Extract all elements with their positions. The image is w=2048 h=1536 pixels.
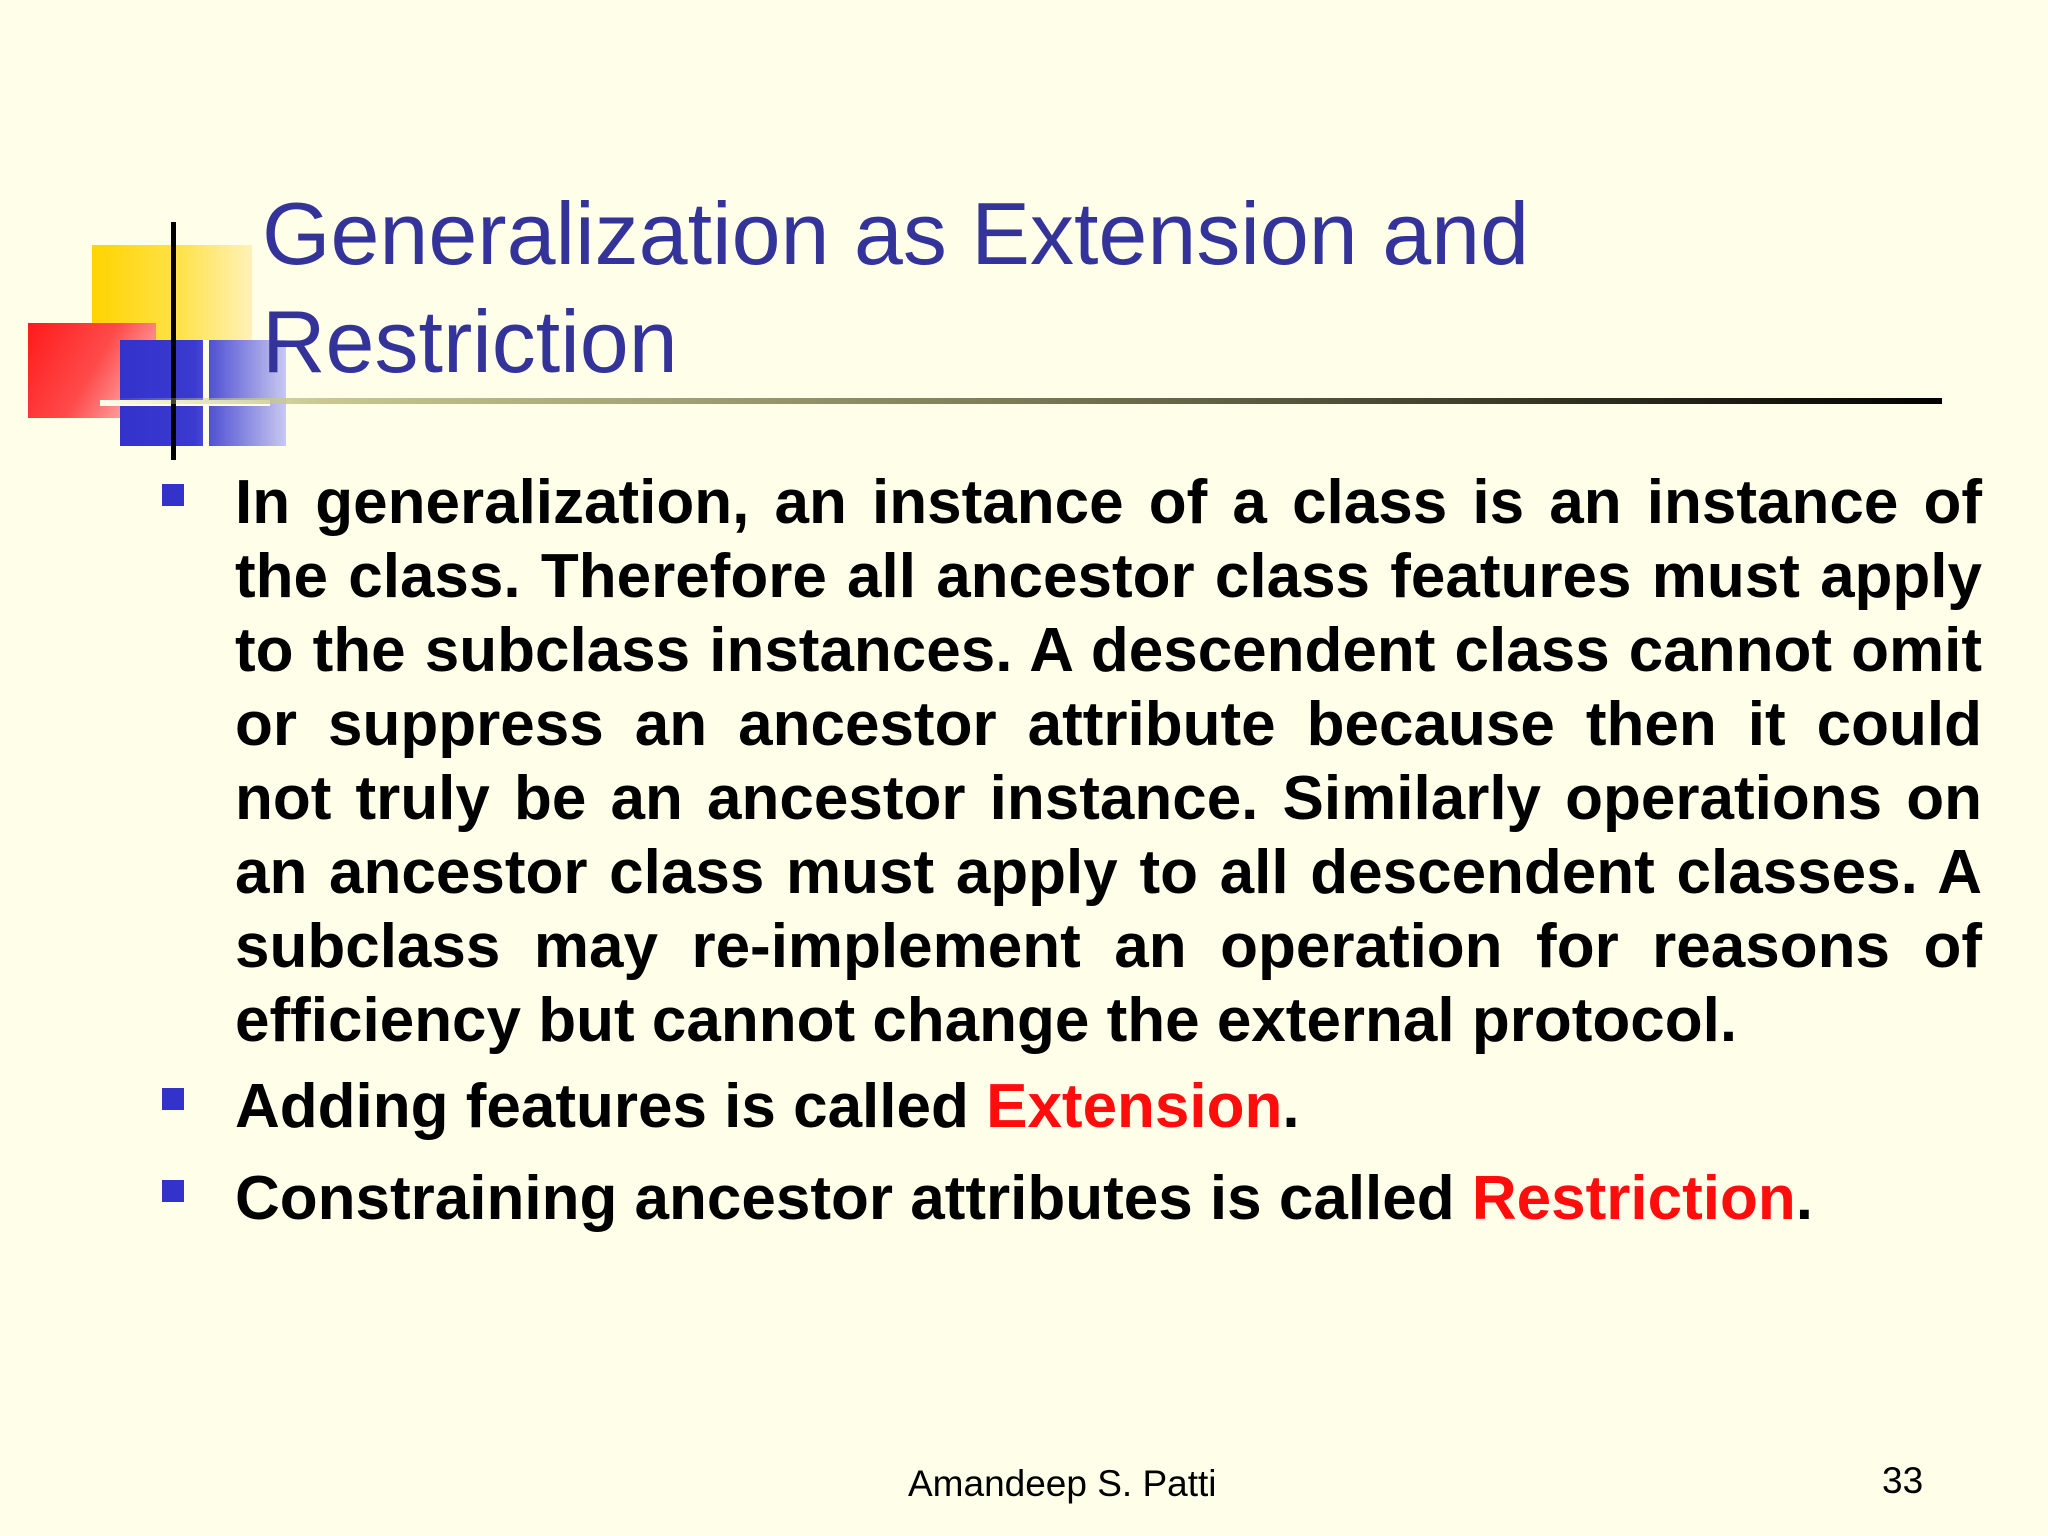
bullet-item bbox=[160, 1070, 1982, 1144]
bullet-text bbox=[235, 1162, 1982, 1236]
decorative-vertical-line bbox=[171, 222, 176, 460]
title-underline-rule bbox=[100, 398, 1942, 404]
bullet-list bbox=[160, 466, 1982, 1236]
highlight-term-extension: Extension bbox=[986, 1072, 1283, 1141]
bullet-text-suffix: . bbox=[1282, 1072, 1300, 1141]
bullet-item bbox=[160, 466, 1982, 1058]
square-bullet-icon bbox=[162, 1088, 184, 1110]
bullet-text-prefix: Adding features is called bbox=[235, 1072, 987, 1141]
bullet-text-prefix: Constraining ancestor attributes is called bbox=[235, 1164, 1472, 1233]
slide-title: Generalization as Extension and Restriction bbox=[262, 184, 1530, 391]
bullet-item bbox=[160, 1162, 1982, 1236]
bullet-text bbox=[235, 1070, 1982, 1144]
bullet-text: In generalization, an instance of a class is an instance of the class. Therefore all ancestor class features must apply to the subclass instances. A descendent class cannot omit or suppress an ancestor attribute because then it could not truly be an ancestor instance. Similarly operations on an ancestor class must apply to all descendent classes. A subclass may re-implement an operation for reasons of efficiency but cannot change the external protocol. bbox=[235, 468, 1982, 1055]
square-bullet-icon bbox=[162, 484, 184, 506]
decorative-gap-vertical bbox=[203, 340, 209, 446]
bullet-text-suffix: . bbox=[1795, 1164, 1813, 1233]
footer-author: Amandeep S. Patti bbox=[908, 1463, 1217, 1504]
square-bullet-icon bbox=[162, 1180, 184, 1202]
page-number: 33 bbox=[1882, 1460, 1924, 1501]
highlight-term-restriction: Restriction bbox=[1471, 1164, 1796, 1233]
